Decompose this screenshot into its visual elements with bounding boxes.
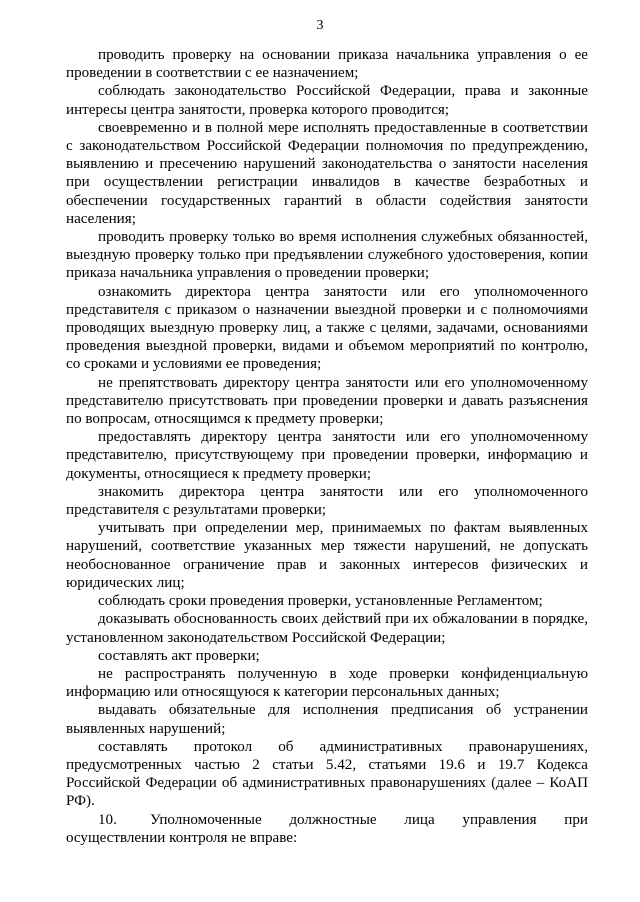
paragraph-7: предоставлять директору центра занятости или его уполномоченному представителю, присутствующему при проведении проверки, информацию и документы, относящиеся к предмету проверки;: [66, 429, 588, 482]
paragraph-5: ознакомить директора центра занятости или его уполномоченного представителя с приказом о назначении выездной проверки и с полномочиями проводящих выездную проверку лиц, а также с целями, задачами, основаниями проведения выездной проверки, видами и объемом мероприятий по контролю, со сроками и условиями ее проведения;: [66, 283, 588, 373]
item-number: 10.: [98, 811, 117, 828]
paragraph-15: составлять протокол об административных правонарушениях, предусмотренных частью 2 статьи 5.42, статьями 19.6 и 19.7 Кодекса Российской Федерации об административных правонарушениях (далее – КоАП РФ).: [66, 738, 588, 810]
paragraph-6: не препятствовать директору центра занятости или его уполномоченному представителю присутствовать при проведении проверки и давать разъяснения по вопросам, относящимся к предмету проверки;: [66, 374, 588, 428]
paragraph-11: доказывать обоснованность своих действий при их обжаловании в порядке, установленном законодательством Российской Федерации;: [66, 611, 588, 646]
paragraph-2: соблюдать законодательство Российской Федерации, права и законные интересы центра занятости, проверка которого проводится;: [66, 83, 588, 118]
document-body: [66, 46, 588, 847]
numbered-item-10: [66, 811, 588, 847]
paragraph-3: своевременно и в полной мере исполнять предоставленные в соответствии с законодательством Российской Федерации полномочия по предупреждению, выявлению и пресечению нарушений законодательства о занятости населения при осуществлении регистрации инвалидов в качестве безработных и обеспечении государственных гарантий в области содействия занятости населения;: [66, 119, 588, 227]
paragraph-9: учитывать при определении мер, принимаемых по фактам выявленных нарушений, соответствие указанных мер тяжести нарушений, не допускать необоснованное ограничение прав и законных интересов физических и юридических лиц;: [66, 520, 588, 591]
paragraph-4: проводить проверку только во время исполнения служебных обязанностей, выездную проверку только при предъявлении служебного удостоверения, копии приказа начальника управления о проведении проверки;: [66, 229, 588, 282]
paragraph-10: соблюдать сроки проведения проверки, установленные Регламентом;: [98, 593, 543, 610]
paragraph-12: составлять акт проверки;: [98, 647, 260, 664]
paragraph-1: проводить проверку на основании приказа начальника управления о ее проведении в соответствии с ее назначением;: [66, 47, 588, 82]
page-number: 3: [316, 18, 324, 33]
paragraph-14: выдавать обязательные для исполнения предписания об устранении выявленных нарушений;: [66, 702, 588, 737]
paragraph-8: знакомить директора центра занятости или его уполномоченного представителя с результатами проверки;: [66, 483, 588, 519]
paragraph-13: не распространять полученную в ходе проверки конфиденциальную информацию или относящуюся к категории персональных данных;: [66, 665, 588, 701]
item-text: Уполномоченные должностные лица управления при осуществлении контроля не вправе:: [66, 811, 588, 846]
